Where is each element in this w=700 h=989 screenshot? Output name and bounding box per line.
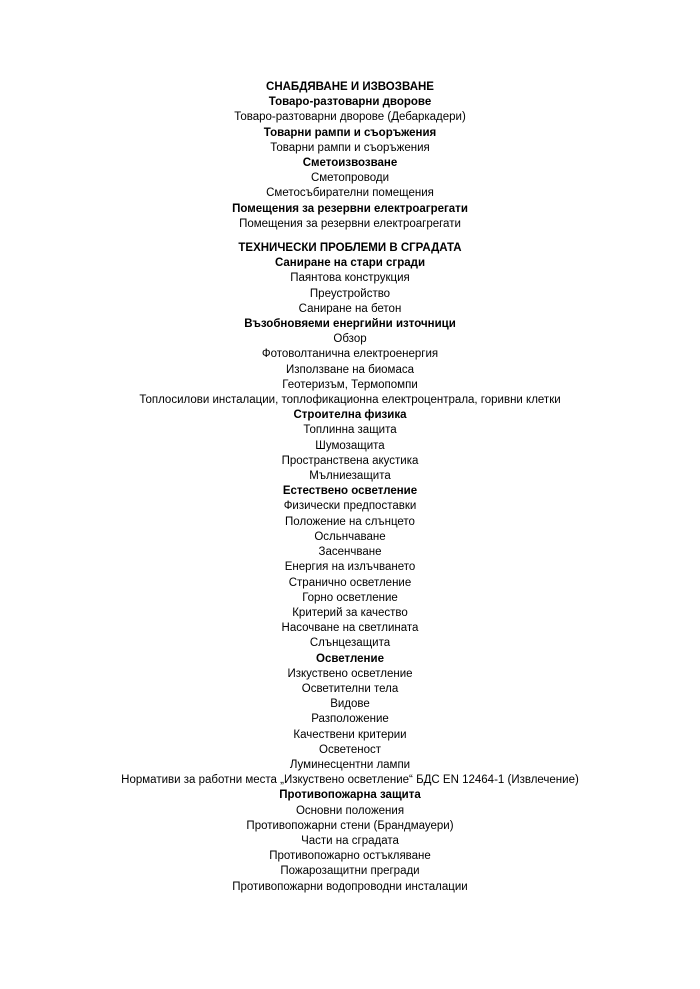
toc-entry: Обзор: [333, 333, 367, 346]
toc-entry: Насочване на светлината: [281, 622, 419, 635]
toc-entry: Нормативи за работни места „Изкуствено осветление“ БДС EN 12464-1 (Извлечение): [121, 774, 579, 787]
section-title: Противопожарна защита: [279, 789, 421, 802]
toc-entry: Товарни рампи и съоръжения: [270, 141, 430, 154]
toc-entry: Пожарозащитни прегради: [280, 865, 420, 878]
toc-entry: Паянтова конструкция: [290, 272, 410, 285]
toc-entry: Слънцезащита: [309, 637, 391, 650]
toc-entry: Части на сградата: [301, 834, 399, 847]
toc-entry: Пространствена акустика: [281, 454, 419, 467]
section-title: Товаро-разтоварни дворове: [268, 96, 432, 109]
toc-entry: Противопожарни водопроводни инсталации: [232, 880, 468, 893]
toc-entry: Горно осветление: [302, 591, 398, 604]
chapter-title: СНАБДЯВАНЕ И ИЗВОЗВАНЕ: [266, 81, 434, 93]
section-title: Саниране на стари сгради: [274, 257, 426, 270]
toc-entry: Изкуствено осветление: [287, 667, 413, 680]
section-title: Естествено осветление: [282, 485, 418, 498]
toc-entry: Фотоволтанична електроенергия: [261, 348, 439, 361]
toc-entry: Видове: [330, 698, 370, 711]
toc-entry: Луминесцентни лампи: [289, 758, 411, 771]
toc-entry: Положение на слънцето: [285, 515, 415, 528]
section-title: Товарни рампи и съоръжения: [263, 126, 437, 139]
toc-entry: Критерий за качество: [292, 606, 408, 619]
table-of-contents: [0, 80, 700, 895]
section-title: Строителна физика: [293, 409, 407, 422]
toc-entry: Помещения за резервни електроагрегати: [239, 217, 461, 230]
toc-entry: Засенчване: [318, 546, 382, 559]
toc-entry: Сметопроводи: [310, 172, 390, 185]
toc-entry: Противопожарно остъкляване: [269, 850, 431, 863]
section-title: Сметоизвозване: [302, 157, 398, 170]
toc-entry: Противопожарни стени (Брандмауери): [246, 819, 454, 832]
toc-entry: Сметосъбирателни помещения: [266, 187, 434, 200]
toc-entry: Качествени критерии: [293, 728, 407, 741]
toc-entry: Странично осветление: [288, 576, 412, 589]
toc-entry: Саниране на бетон: [298, 302, 402, 315]
section-title: Помещения за резервни електроагрегати: [232, 202, 468, 215]
toc-entry: Осветеност: [319, 743, 381, 756]
toc-entry: Осльнчаване: [314, 530, 386, 543]
toc-entry: Използване на биомаса: [285, 363, 414, 376]
toc-entry: Геотеризъм, Термопомпи: [282, 378, 418, 391]
toc-entry: Преустройство: [309, 287, 391, 300]
toc-entry: Основни положения: [295, 804, 405, 817]
toc-entry: Шумозащита: [315, 439, 385, 452]
toc-entry: Топлинна защита: [303, 424, 397, 437]
toc-entry: Топлосилови инсталации, топлофикационна електроцентрала, горивни клетки: [139, 394, 561, 407]
chapter-spacer: [0, 232, 700, 241]
section-title: Осветление: [316, 652, 384, 665]
chapter-title: ТЕХНИЧЕСКИ ПРОБЛЕМИ В СГРАДАТА: [238, 242, 462, 255]
toc-entry: Физически предпоставки: [283, 500, 417, 513]
toc-entry: Разположение: [311, 713, 389, 726]
toc-entry: Товаро-разтоварни дворове (Дебаркадери): [234, 111, 466, 124]
section-title: Възобновяеми енергийни източници: [244, 318, 456, 331]
toc-entry: Мълниезащита: [309, 470, 391, 483]
toc-entry: Енергия на излъчването: [284, 561, 416, 574]
toc-entry: Осветителни тела: [301, 682, 399, 695]
